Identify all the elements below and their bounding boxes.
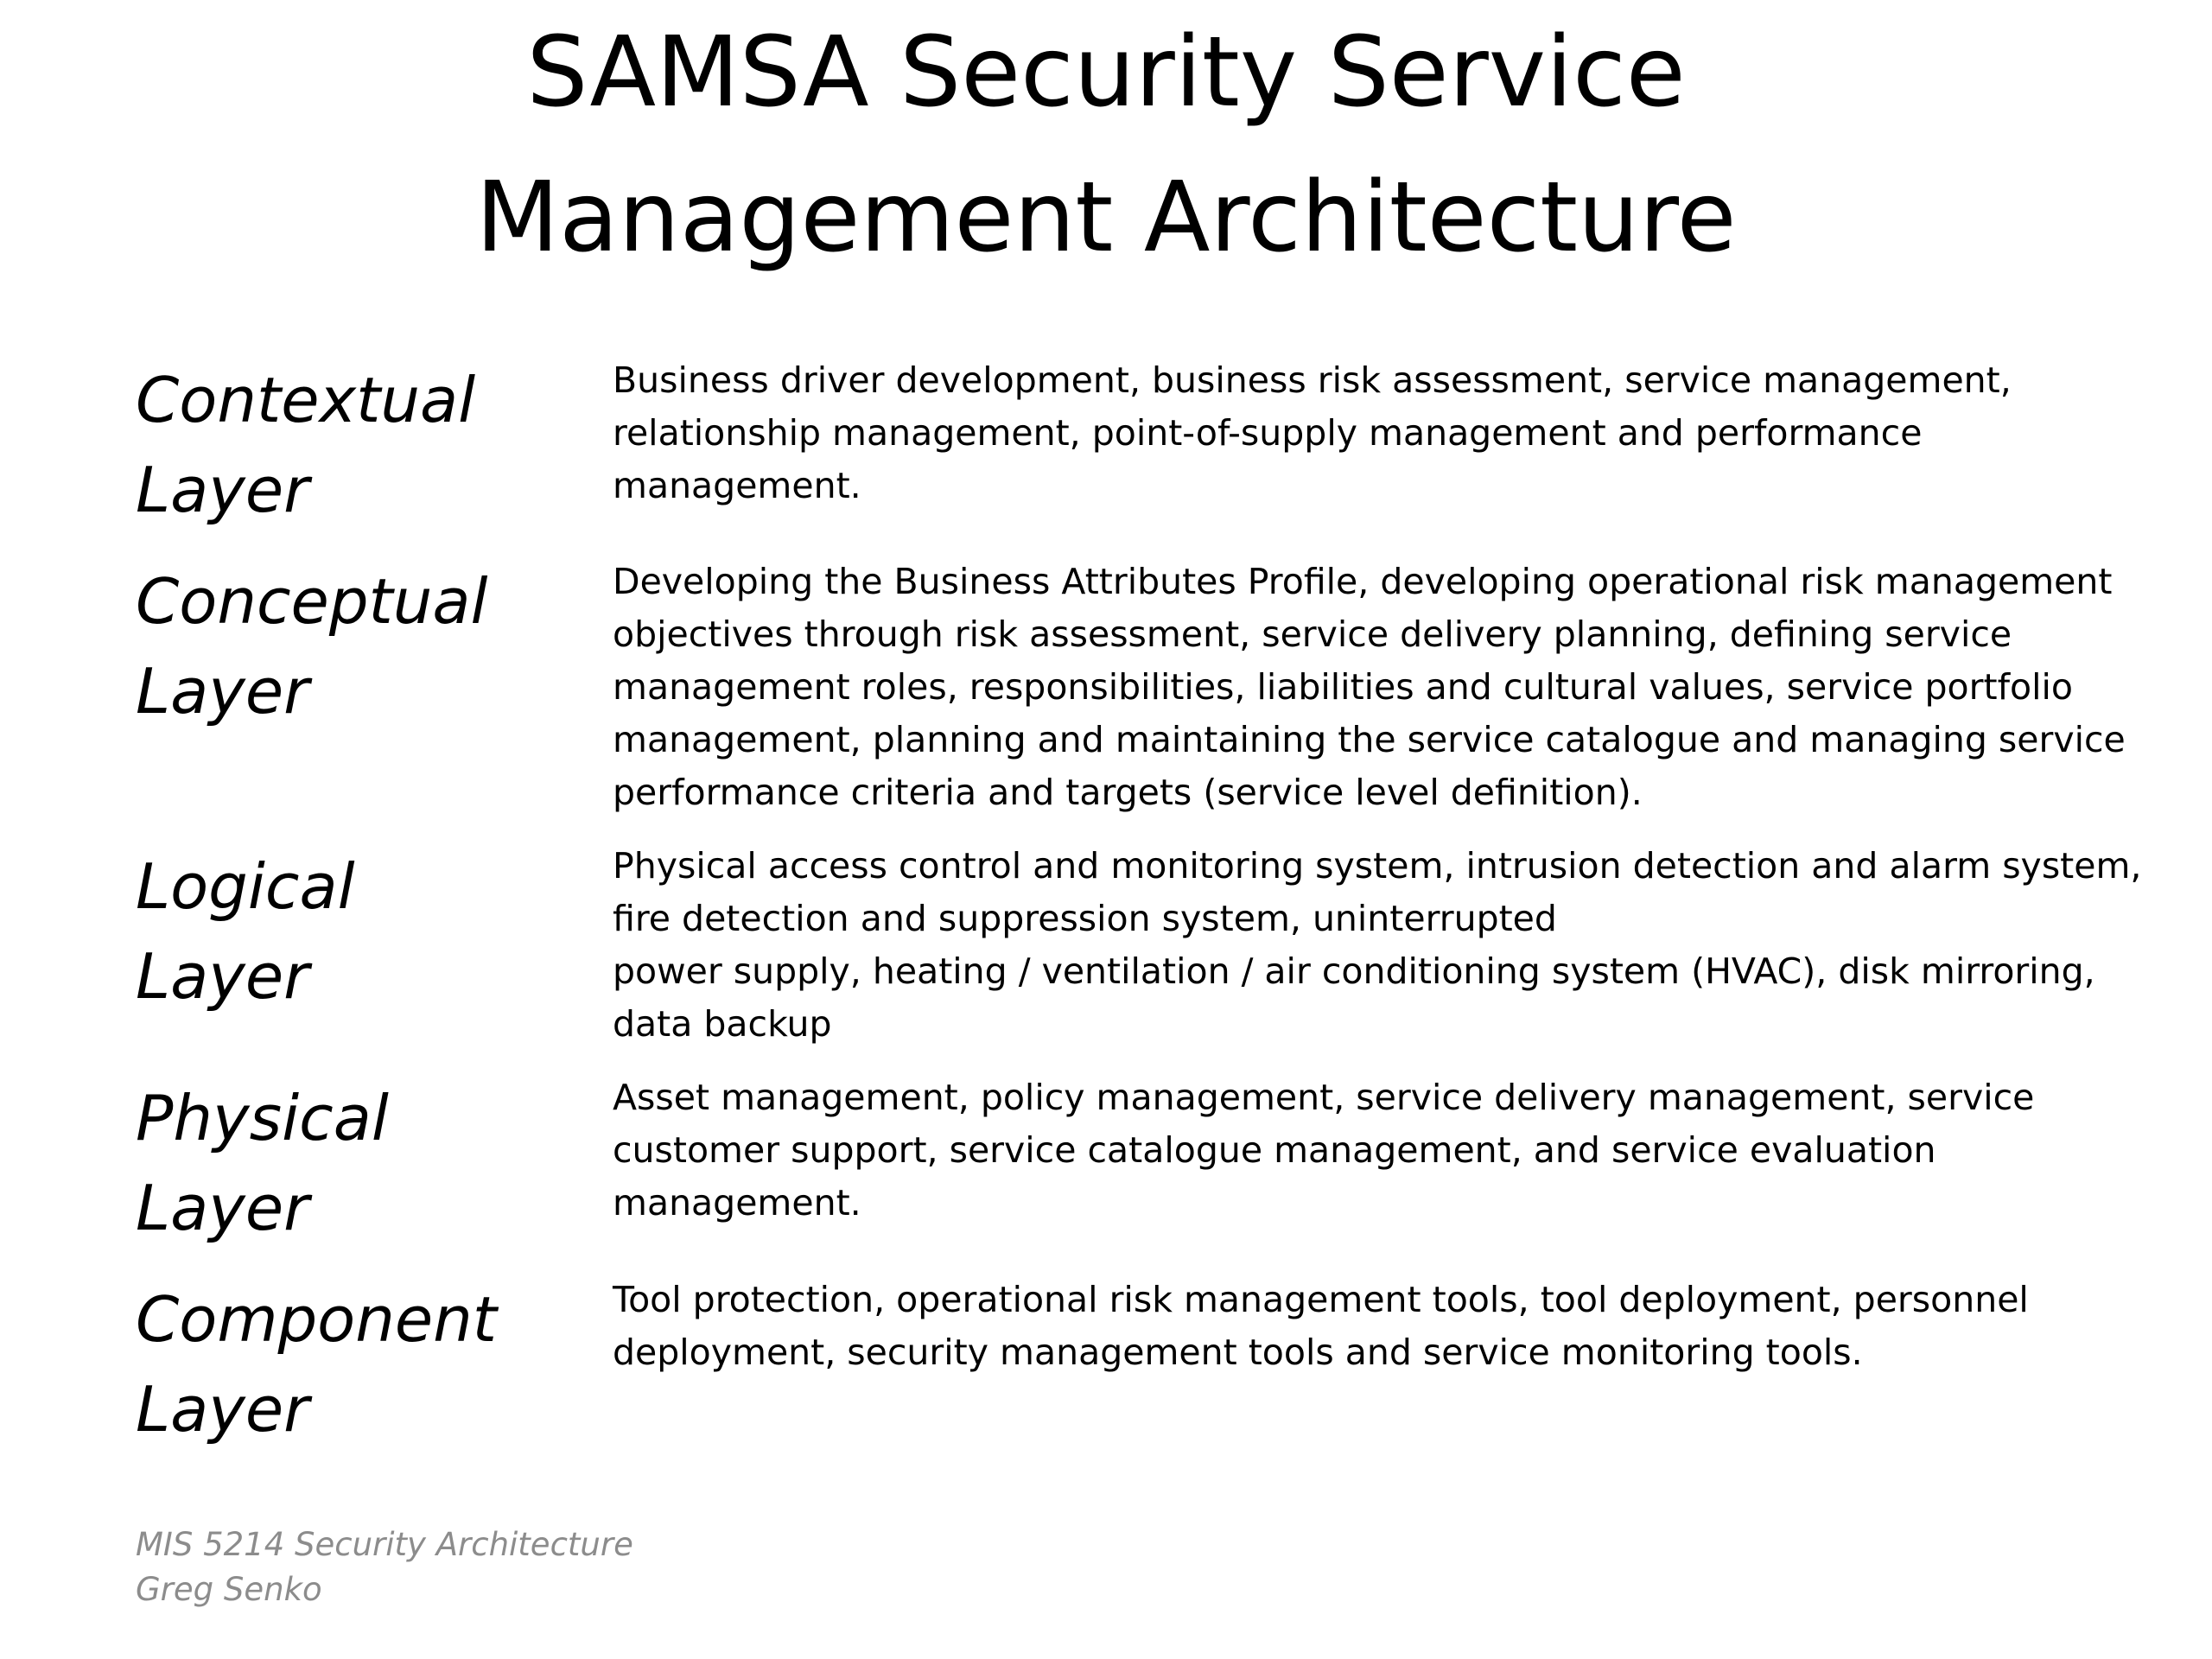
layer-description-conceptual — [613, 556, 2151, 819]
layer-description-contextual — [613, 354, 2151, 512]
layer-label-line: Contextual — [136, 364, 476, 436]
description-line: management. — [613, 465, 861, 506]
description-line: customer support, service catalogue management, and service evaluation — [613, 1129, 1936, 1171]
layer-label-line: Layer — [136, 1172, 309, 1244]
description-line: Developing the Business Attributes Profile, developing operational risk management — [613, 561, 2113, 602]
title-line-1: SAMSA Security Service — [526, 16, 1686, 129]
layer-label-logical — [136, 842, 585, 1021]
description-line: management, planning and maintaining the service catalogue and managing service — [613, 719, 2126, 760]
description-line: management. — [613, 1182, 861, 1224]
description-line: data backup — [613, 1003, 832, 1045]
description-line: fire detection and suppression system, uninterrupted — [613, 898, 1557, 939]
description-line: relationship management, point-of-supply management and performance — [613, 412, 1923, 454]
description-line: management roles, responsibilities, liabilities and cultural values, service portfolio — [613, 666, 2073, 708]
description-line: Tool protection, operational risk management tools, tool deployment, personnel — [613, 1279, 2029, 1320]
layer-description-component — [613, 1274, 2151, 1379]
slide-title — [0, 0, 2212, 290]
layer-description-logical — [613, 840, 2151, 1051]
layer-label-line: Layer — [136, 655, 309, 728]
layer-description-physical — [613, 1071, 2151, 1230]
layer-label-component — [136, 1274, 585, 1454]
footer-author: Greg Senko — [136, 1571, 322, 1608]
layer-label-contextual — [136, 355, 585, 535]
description-line: power supply, heating / ventilation / air conditioning system (HVAC), disk mirroring, — [613, 950, 2095, 992]
layer-label-line: Layer — [136, 940, 309, 1013]
description-line: Physical access control and monitoring system, intrusion detection and alarm system, — [613, 845, 2142, 887]
description-line: Asset management, policy management, service delivery management, service — [613, 1077, 2035, 1118]
layer-label-line: Component — [136, 1283, 498, 1356]
layer-label-line: Physical — [136, 1082, 389, 1154]
footer-course: MIS 5214 Security Architecture — [136, 1526, 633, 1563]
layer-label-line: Logical — [136, 850, 355, 923]
slide-footer — [136, 1522, 633, 1612]
layer-label-line: Layer — [136, 1373, 309, 1446]
layer-label-conceptual — [136, 556, 585, 736]
layer-label-physical — [136, 1073, 585, 1253]
layer-label-line: Layer — [136, 454, 309, 526]
description-line: deployment, security management tools and service monitoring tools. — [613, 1332, 1863, 1373]
title-line-2: Management Architecture — [475, 162, 1737, 274]
description-line: Business driver development, business risk assessment, service management, — [613, 359, 2012, 401]
description-line: objectives through risk assessment, service delivery planning, defining service — [613, 613, 2012, 655]
layer-label-line: Conceptual — [136, 565, 488, 638]
description-line: performance criteria and targets (service level definition). — [613, 772, 1643, 813]
